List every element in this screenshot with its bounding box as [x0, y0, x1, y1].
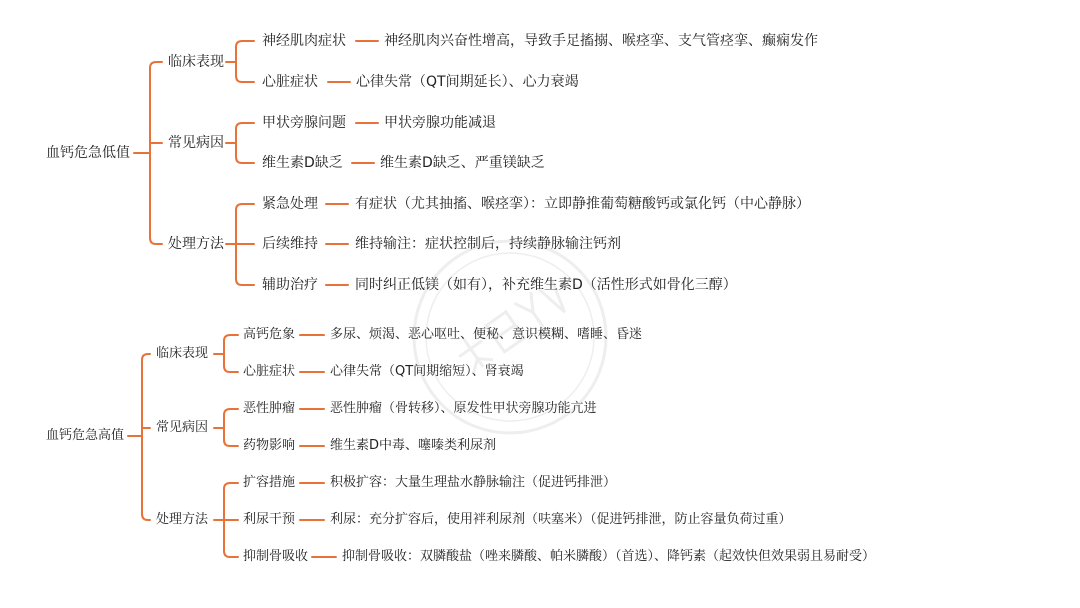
- detail-node[interactable]: 同时纠正低镁（如有），补充维生素D（活性形式如骨化三醇）: [355, 277, 737, 293]
- topic-node[interactable]: 甲状旁腺问题: [262, 115, 346, 131]
- topic-node[interactable]: 维生素D缺乏: [262, 155, 343, 171]
- topic-node[interactable]: 心脏症状: [243, 364, 296, 379]
- detail-node[interactable]: 恶性肿瘤（骨转移）、原发性甲状旁腺功能亢进: [330, 401, 597, 416]
- detail-node[interactable]: 神经肌肉兴奋性增高，导致手足搐搦、喉痉挛、支气管痉挛、癫痫发作: [384, 33, 818, 49]
- root-node-low-calcium[interactable]: 血钙危急低值: [46, 145, 130, 161]
- connector-line: [236, 204, 254, 210]
- topic-node[interactable]: 后续维持: [262, 236, 318, 252]
- connector-line: [236, 41, 254, 47]
- connector-line: [142, 514, 150, 520]
- branch-node-clinical[interactable]: 临床表现: [156, 346, 209, 361]
- branch-node-treatment[interactable]: 处理方法: [168, 236, 224, 252]
- detail-node[interactable]: 抑制骨吸收：双膦酸盐（唑来膦酸、帕米膦酸）（首选）、降钙素（起效快但效果弱且易耐受）: [342, 549, 876, 564]
- root-node-high-calcium[interactable]: 血钙危急高值: [46, 428, 125, 443]
- branch-node-causes[interactable]: 常见病因: [156, 420, 209, 435]
- watermark-stamp: [405, 232, 615, 442]
- topic-node[interactable]: 扩容措施: [243, 475, 296, 490]
- connector-line: [236, 279, 254, 285]
- topic-node[interactable]: 辅助治疗: [262, 277, 318, 293]
- topic-node[interactable]: 心脏症状: [262, 74, 318, 90]
- connector-line: [236, 76, 254, 82]
- detail-node[interactable]: 维生素D缺乏、严重镁缺乏: [380, 155, 545, 171]
- connector-line: [236, 123, 254, 129]
- connector-line: [224, 335, 238, 341]
- topic-node[interactable]: 药物影响: [243, 438, 296, 453]
- connector-line: [236, 157, 254, 163]
- topic-node[interactable]: 利尿干预: [243, 512, 296, 527]
- connector-line: [224, 551, 238, 557]
- branch-node-causes[interactable]: 常见病因: [168, 135, 224, 151]
- connector-line: [224, 409, 238, 415]
- detail-node[interactable]: 心律失常（QT间期延长）、心力衰竭: [356, 74, 579, 90]
- topic-node[interactable]: 高钙危象: [243, 327, 296, 342]
- detail-node[interactable]: 心律失常（QT间期缩短）、肾衰竭: [330, 364, 524, 379]
- detail-node[interactable]: 有症状（尤其抽搐、喉痉挛）：立即静推葡萄糖酸钙或氯化钙（中心静脉）: [355, 196, 810, 212]
- detail-node[interactable]: 多尿、烦渴、恶心呕吐、便秘、意识模糊、嗜睡、昏迷: [330, 327, 643, 342]
- connector-line: [224, 366, 238, 372]
- topic-node[interactable]: 抑制骨吸收: [243, 549, 309, 564]
- detail-node[interactable]: 利尿：充分扩容后，使用袢利尿剂（呋塞米）（促进钙排泄，防止容量负荷过重）: [330, 512, 792, 527]
- connector-line: [224, 483, 238, 489]
- topic-node[interactable]: 紧急处理: [262, 196, 318, 212]
- branch-node-treatment[interactable]: 处理方法: [156, 512, 209, 527]
- detail-node[interactable]: 积极扩容：大量生理盐水静脉输注（促进钙排泄）: [330, 475, 617, 490]
- topic-node[interactable]: 神经肌肉症状: [262, 33, 346, 49]
- connector-line: [224, 440, 238, 446]
- detail-node[interactable]: 维持输注：症状控制后，持续静脉输注钙剂: [355, 236, 621, 252]
- topic-node[interactable]: 恶性肿瘤: [243, 401, 296, 416]
- detail-node[interactable]: 甲状旁腺功能减退: [384, 115, 496, 131]
- branch-node-clinical[interactable]: 临床表现: [168, 54, 224, 70]
- detail-node[interactable]: 维生素D中毒、噻嗪类利尿剂: [330, 438, 497, 453]
- connector-line: [150, 238, 162, 244]
- connector-line: [142, 354, 150, 360]
- connector-line: [150, 62, 162, 68]
